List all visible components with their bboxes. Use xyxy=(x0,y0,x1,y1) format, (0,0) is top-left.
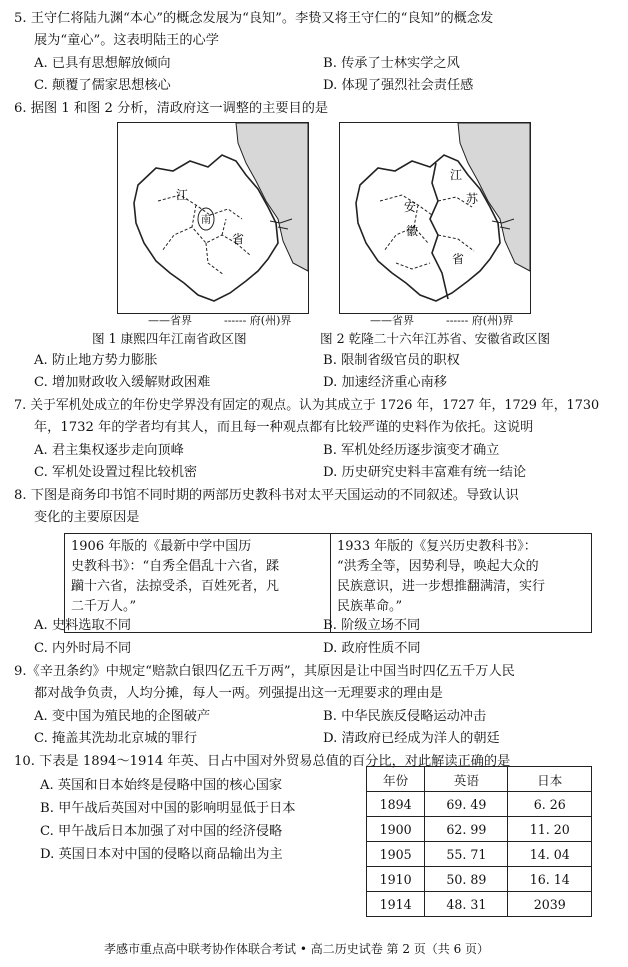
textbook-1906-line: 二千万人。” xyxy=(71,599,137,614)
q10-option-d: D. 英国日本对中国的侵略以商品输出为主 xyxy=(40,847,283,862)
map-1-caption: 图 1 康熙四年江南省政区图 xyxy=(92,331,247,346)
q10-option-c: C. 甲午战后日本加强了对中国的经济侵略 xyxy=(40,824,283,839)
page-footer: 孝感市重点高中联考协作体联合考试 • 高二历史试卷 第 2 页（共 6 页） xyxy=(104,942,490,956)
table-cell-year: 1894 xyxy=(367,792,425,817)
map-2-drawing xyxy=(340,123,530,313)
table-cell-japan: 14. 04 xyxy=(508,842,592,867)
table-cell-japan: 6. 26 xyxy=(508,792,592,817)
map-1-label-jiang: 江 xyxy=(176,188,189,202)
q8-stem-line1: 8. 下图是商务印书馆不同时期的两部历史教科书对太平天国运动的不同叙述。导致认识 xyxy=(14,488,519,503)
table-row xyxy=(367,842,592,867)
map-2-label-an: 安 xyxy=(404,200,417,214)
table-cell-britain: 50. 89 xyxy=(425,867,508,892)
q8-stem-line2: 变化的主要原因是 xyxy=(34,510,140,525)
q5-option-b: B. 传承了士林实学之风 xyxy=(323,56,460,71)
q8-option-b: B. 阶级立场不同 xyxy=(323,618,421,633)
map-2-legend-province: ——省界 xyxy=(370,314,414,327)
map-1-legend-prefecture: ------ 府(州)界 xyxy=(224,314,292,327)
q9-option-b: B. 中华民族反侵略运动冲击 xyxy=(323,709,487,724)
textbook-1906-line: 1906 年版的《最新中学中国历 xyxy=(71,539,252,554)
q6-option-c: C. 增加财政收入缓解财政困难 xyxy=(34,375,211,390)
table-header-cell: 日本 xyxy=(508,767,592,792)
q8-option-a: A. 史料选取不同 xyxy=(34,618,132,633)
map-2-label-sheng: 省 xyxy=(452,252,465,266)
table-row xyxy=(367,867,592,892)
table-cell-japan: 11. 20 xyxy=(508,817,592,842)
q6-option-d: D. 加速经济重心南移 xyxy=(323,375,447,390)
map-1-label-sheng: 省 xyxy=(232,232,245,246)
q7-option-d: D. 历史研究史料丰富难有统一结论 xyxy=(323,465,527,480)
table-cell-britain: 55. 71 xyxy=(425,842,508,867)
q5-option-d: D. 体现了强烈社会责任感 xyxy=(323,78,474,93)
q9-option-d: D. 清政府已经成为洋人的朝廷 xyxy=(323,731,500,746)
map-1-drawing xyxy=(118,123,308,313)
map-2-caption: 图 2 乾隆二十六年江苏省、安徽省政区图 xyxy=(320,331,551,346)
q8-option-d: D. 政府性质不同 xyxy=(323,641,421,656)
table-header-row xyxy=(367,767,592,792)
q10-stem: 10. 下表是 1894～1914 年英、日占中国对外贸易总值的百分比，对此解读正确的是 xyxy=(14,754,511,769)
q7-option-c: C. 军机处设置过程比较机密 xyxy=(34,465,198,480)
table-cell-japan: 2039 xyxy=(508,892,592,917)
q7-stem-line2: 年，1732 年的学者均有其人，而且每一种观点都有比较严谨的史料作为依托。这说明 xyxy=(34,420,534,435)
map-figure-2 xyxy=(339,122,531,314)
map-2-label-su: 苏 xyxy=(466,192,479,206)
trade-percentage-table xyxy=(366,766,592,917)
q8-option-c: C. 内外时局不同 xyxy=(34,641,132,656)
textbook-1933-line: 民族意识，进一步想推翻满清，实行 xyxy=(337,579,546,594)
table-cell-britain: 69. 49 xyxy=(425,792,508,817)
q9-option-c: C. 掩盖其洗劫北京城的罪行 xyxy=(34,731,198,746)
table-row xyxy=(367,817,592,842)
q9-option-a: A. 变中国为殖民地的企图破产 xyxy=(34,709,211,724)
q5-option-c: C. 颠覆了儒家思想核心 xyxy=(34,78,171,93)
q10-option-a: A. 英国和日本始终是侵略中国的核心国家 xyxy=(40,778,283,793)
textbook-1933-line: “洪秀全等，因势利导，唤起大众的 xyxy=(337,559,539,574)
textbook-1906-line: 躏十六省，法掠受杀，百姓死者，凡 xyxy=(71,579,280,594)
q5-option-a: A. 已具有思想解放倾向 xyxy=(34,56,171,71)
map-figure-1 xyxy=(117,122,309,314)
map-2-label-jiang: 江 xyxy=(450,168,463,182)
q10-option-b: B. 甲午战后英国对中国的影响明显低于日本 xyxy=(40,801,296,816)
textbook-1933-line: 民族革命。” xyxy=(337,599,403,614)
textbook-1906-line: 史教科书》：“自秀全倡乱十六省，蹂 xyxy=(71,559,280,574)
table-cell-year: 1905 xyxy=(367,842,425,867)
table-cell-japan: 16. 14 xyxy=(508,867,592,892)
table-cell-year: 1910 xyxy=(367,867,425,892)
q9-stem-line1: 9.《辛丑条约》中规定“赔款白银四亿五千万两”，其原因是让中国当时四亿五千万人民 xyxy=(14,664,515,679)
table-cell-year: 1914 xyxy=(367,892,425,917)
table-cell-year: 1900 xyxy=(367,817,425,842)
q5-stem-line1: 5. 王守仁将陆九渊“本心”的概念发展为“良知”。李贽又将王守仁的“良知”的概念发 xyxy=(14,11,494,26)
q7-option-a: A. 君主集权逐步走向顶峰 xyxy=(34,443,184,458)
q7-stem-line1: 7. 关于军机处成立的年份史学界没有固定的观点。认为其成立于 1726 年，1727 年，1729 年，1730 xyxy=(14,398,600,413)
table-header-cell: 英语 xyxy=(425,767,508,792)
map-2-legend-prefecture: ------ 府(州)界 xyxy=(446,314,514,327)
q7-option-b: B. 军机处经历逐步演变才确立 xyxy=(323,443,500,458)
table-row xyxy=(367,792,592,817)
q6-stem: 6. 据图 1 和图 2 分析，清政府这一调整的主要目的是 xyxy=(14,101,329,116)
q5-stem-line2: 展为“童心”。这表明陆王的心学 xyxy=(34,33,219,48)
table-row xyxy=(367,892,592,917)
table-header-cell: 年份 xyxy=(367,767,425,792)
map-1-label-nan: 南 xyxy=(201,215,211,226)
table-cell-britain: 62. 99 xyxy=(425,817,508,842)
map-1-legend-province: ——省界 xyxy=(148,314,192,327)
map-2-label-hui: 徽 xyxy=(406,224,419,238)
table-cell-britain: 48. 31 xyxy=(425,892,508,917)
q6-option-b: B. 限制省级官员的职权 xyxy=(323,353,460,368)
q6-option-a: A. 防止地方势力膨胀 xyxy=(34,353,158,368)
q9-stem-line2: 都对战争负责，人均分摊，每人一两。列强提出这一无理要求的理由是 xyxy=(34,686,443,701)
textbook-1933-line: 1933 年版的《复兴历史教科书》： xyxy=(337,539,537,554)
